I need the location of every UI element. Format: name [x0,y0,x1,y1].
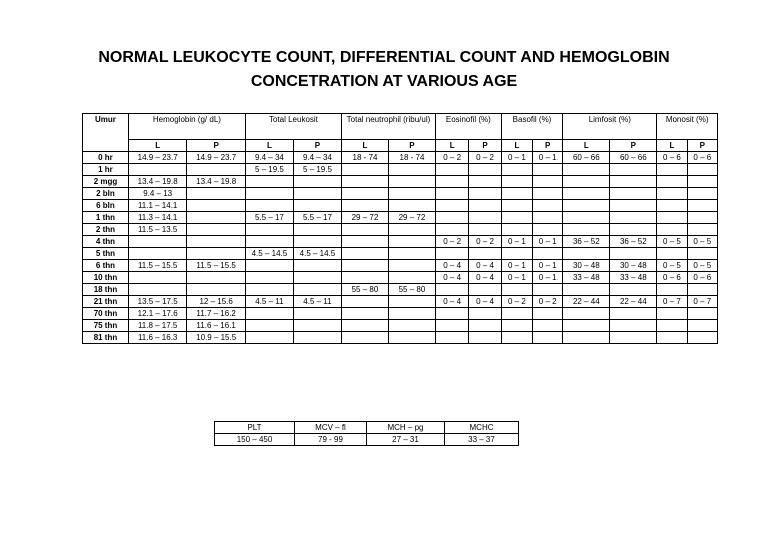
title-line-2: CONCETRATION AT VARIOUS AGE [250,73,518,90]
sex-l-header: L [657,140,687,152]
value-cell [501,284,532,296]
value-cell [563,248,610,260]
table-body [83,114,718,344]
indices-body [215,422,519,446]
value-cell: 36 – 52 [563,236,610,248]
value-cell [533,308,563,320]
age-cell: 70 thn [83,308,129,320]
value-cell [610,188,657,200]
value-cell [388,260,435,272]
value-cell [341,272,388,284]
value-cell [657,308,687,320]
index-header: MCV – fl [295,422,367,434]
value-cell [501,164,532,176]
value-cell: 11.5 – 15.5 [187,260,245,272]
value-cell [469,200,501,212]
value-cell [245,284,293,296]
value-cell: 0 – 1 [501,152,532,164]
value-cell [657,176,687,188]
value-cell [388,176,435,188]
table-row [83,236,718,248]
value-cell [657,188,687,200]
age-cell: 5 thn [83,248,129,260]
value-cell: 0 – 4 [469,272,501,284]
value-cell [687,224,717,236]
value-cell: 11.5 – 13.5 [128,224,186,236]
value-cell [245,224,293,236]
value-cell [341,308,388,320]
value-cell [610,164,657,176]
index-header: MCH – pg [367,422,445,434]
index-header: MCHC [445,422,519,434]
value-cell: 55 – 80 [341,284,388,296]
value-cell [687,284,717,296]
value-cell: 0 – 4 [435,260,468,272]
value-cell [563,188,610,200]
value-cell [341,224,388,236]
value-cell: 0 – 1 [501,272,532,284]
value-cell: 29 – 72 [388,212,435,224]
sex-p-header: P [533,140,563,152]
column-header: Umur [83,114,129,152]
value-cell [657,164,687,176]
value-cell: 11.3 – 14.1 [128,212,186,224]
value-cell: 11.5 – 15.5 [128,260,186,272]
sex-p-header: P [469,140,501,152]
value-cell [341,200,388,212]
table-row [83,164,718,176]
value-cell [128,236,186,248]
table-row [83,272,718,284]
value-cell: 11.8 – 17.5 [128,320,186,332]
value-cell [245,188,293,200]
value-cell: 33 – 48 [610,272,657,284]
value-cell: 4.5 – 14.5 [293,248,341,260]
value-cell [469,212,501,224]
value-cell [341,188,388,200]
value-cell [687,188,717,200]
value-cell [388,248,435,260]
value-cell [657,200,687,212]
value-cell: 0 – 4 [435,296,468,308]
table-row [83,284,718,296]
value-cell: 33 – 48 [563,272,610,284]
value-cell: 0 – 1 [533,260,563,272]
value-cell: 4.5 – 14.5 [245,248,293,260]
value-cell [388,224,435,236]
value-cell [657,212,687,224]
value-cell [657,248,687,260]
value-cell [563,200,610,212]
value-cell [501,308,532,320]
value-cell: 13.5 – 17.5 [128,296,186,308]
column-header: Total neutrophil (ribu/ul) [341,114,435,140]
value-cell: 13.4 – 19.8 [187,176,245,188]
value-cell: 11.7 – 16.2 [187,308,245,320]
sex-l-header: L [563,140,610,152]
value-cell [563,320,610,332]
value-cell [245,176,293,188]
value-cell [435,284,468,296]
table-row [83,176,718,188]
table-row [83,260,718,272]
index-value: 79 - 99 [295,434,367,446]
value-cell [469,164,501,176]
value-cell [563,224,610,236]
value-cell [533,176,563,188]
value-cell [293,188,341,200]
value-cell: 4.5 – 11 [293,296,341,308]
age-cell: 81 thn [83,332,129,344]
value-cell [388,200,435,212]
value-cell [187,248,245,260]
indices-header-row [215,422,519,434]
value-cell [657,320,687,332]
value-cell [187,236,245,248]
age-cell: 6 thn [83,260,129,272]
blood-indices-table [214,421,519,446]
age-cell: 1 hr [83,164,129,176]
value-cell [610,212,657,224]
value-cell [610,224,657,236]
value-cell [533,320,563,332]
value-cell: 0 – 6 [657,272,687,284]
column-header: Eosinofil (%) [435,114,501,140]
sex-p-header: P [388,140,435,152]
sex-p-header: P [687,140,717,152]
value-cell [501,188,532,200]
sex-p-header: P [610,140,657,152]
value-cell [501,224,532,236]
value-cell [657,284,687,296]
table-row [83,248,718,260]
column-header: Total Leukosit [245,114,341,140]
value-cell [610,176,657,188]
table-row [83,308,718,320]
value-cell [293,284,341,296]
title-line-1: NORMAL LEUKOCYTE COUNT, DIFFERENTIAL COUNT AND HEMOGLOBIN [98,49,670,66]
value-cell: 22 – 44 [563,296,610,308]
value-cell [388,188,435,200]
value-cell: 0 – 2 [501,296,532,308]
reference-values-table [82,113,718,344]
value-cell [435,248,468,260]
value-cell [435,200,468,212]
value-cell [435,224,468,236]
value-cell [293,236,341,248]
value-cell [469,224,501,236]
age-cell: 0 hr [83,152,129,164]
value-cell [610,248,657,260]
value-cell [293,200,341,212]
sex-l-header: L [341,140,388,152]
table-row [83,320,718,332]
index-value: 27 – 31 [367,434,445,446]
value-cell [435,212,468,224]
value-cell: 0 – 4 [469,296,501,308]
value-cell [501,212,532,224]
value-cell: 30 – 48 [563,260,610,272]
value-cell: 5.5 – 17 [293,212,341,224]
indices-value-row [215,434,519,446]
value-cell: 0 – 2 [469,152,501,164]
value-cell [341,296,388,308]
page-title [0,46,768,94]
value-cell [187,284,245,296]
sex-l-header: L [435,140,468,152]
value-cell [293,260,341,272]
value-cell [341,176,388,188]
value-cell [687,332,717,344]
value-cell [128,284,186,296]
header-row [83,114,718,140]
value-cell [187,272,245,284]
value-cell [245,200,293,212]
table-row [83,188,718,200]
age-cell: 1 thn [83,212,129,224]
value-cell: 0 – 4 [435,272,468,284]
value-cell: 0 – 1 [533,152,563,164]
value-cell: 0 – 5 [657,236,687,248]
value-cell: 13.4 – 19.8 [128,176,186,188]
value-cell [563,308,610,320]
value-cell [435,320,468,332]
column-header: Hemoglobin (g/ dL) [128,114,245,140]
value-cell [563,164,610,176]
value-cell: 10.9 – 15.5 [187,332,245,344]
column-header: Limfosit (%) [563,114,657,140]
value-cell: 11.1 – 14.1 [128,200,186,212]
value-cell: 0 – 6 [687,272,717,284]
sex-p-header: P [293,140,341,152]
value-cell: 55 – 80 [388,284,435,296]
value-cell [388,296,435,308]
value-cell: 5 – 19.5 [293,164,341,176]
column-header: Monosit (%) [657,114,718,140]
value-cell [293,272,341,284]
age-cell: 10 thn [83,272,129,284]
sex-l-header: L [245,140,293,152]
value-cell: 18 - 74 [341,152,388,164]
table-row [83,212,718,224]
value-cell [388,320,435,332]
value-cell: 0 – 5 [687,260,717,272]
value-cell: 0 – 5 [687,236,717,248]
value-cell [469,248,501,260]
value-cell [501,176,532,188]
age-cell: 2 bln [83,188,129,200]
value-cell: 0 – 2 [435,236,468,248]
value-cell [533,248,563,260]
value-cell [533,164,563,176]
value-cell: 0 – 6 [657,152,687,164]
value-cell [435,308,468,320]
value-cell [245,272,293,284]
value-cell [388,164,435,176]
sex-p-header: P [187,140,245,152]
value-cell [435,164,468,176]
value-cell [128,272,186,284]
value-cell [388,308,435,320]
value-cell: 5.5 – 17 [245,212,293,224]
value-cell [610,200,657,212]
value-cell [435,176,468,188]
value-cell [610,284,657,296]
age-cell: 18 thn [83,284,129,296]
value-cell [341,260,388,272]
value-cell [341,236,388,248]
value-cell: 29 – 72 [341,212,388,224]
value-cell [610,320,657,332]
value-cell [469,332,501,344]
value-cell [245,320,293,332]
value-cell [187,200,245,212]
value-cell: 60 – 66 [563,152,610,164]
value-cell [293,308,341,320]
value-cell: 0 – 1 [533,272,563,284]
value-cell [563,212,610,224]
table-row [83,152,718,164]
value-cell [687,308,717,320]
value-cell [388,332,435,344]
age-cell: 4 thn [83,236,129,248]
value-cell [245,260,293,272]
value-cell [341,248,388,260]
value-cell: 22 – 44 [610,296,657,308]
value-cell [687,248,717,260]
value-cell [128,164,186,176]
value-cell [128,248,186,260]
value-cell [293,320,341,332]
value-cell: 36 – 52 [610,236,657,248]
value-cell [563,284,610,296]
value-cell [187,164,245,176]
value-cell [657,332,687,344]
value-cell [687,200,717,212]
value-cell [563,332,610,344]
value-cell [533,284,563,296]
value-cell [469,284,501,296]
value-cell [687,164,717,176]
value-cell [341,332,388,344]
value-cell: 5 – 19.5 [245,164,293,176]
value-cell [245,236,293,248]
value-cell: 12 – 15.6 [187,296,245,308]
value-cell [533,188,563,200]
value-cell [610,332,657,344]
value-cell: 9.4 – 34 [293,152,341,164]
value-cell [341,320,388,332]
value-cell [687,212,717,224]
table-row [83,296,718,308]
value-cell: 0 – 2 [533,296,563,308]
age-cell: 75 thn [83,320,129,332]
age-cell: 6 bln [83,200,129,212]
value-cell [533,200,563,212]
value-cell [435,332,468,344]
value-cell [501,200,532,212]
value-cell: 30 – 48 [610,260,657,272]
value-cell [435,188,468,200]
value-cell: 0 – 7 [687,296,717,308]
value-cell: 0 – 7 [657,296,687,308]
value-cell [501,248,532,260]
value-cell: 9.4 – 34 [245,152,293,164]
value-cell [469,308,501,320]
value-cell [245,332,293,344]
index-value: 33 – 37 [445,434,519,446]
value-cell [469,320,501,332]
value-cell [469,188,501,200]
value-cell [293,176,341,188]
value-cell [245,308,293,320]
sex-subheader-row [83,140,718,152]
value-cell [610,308,657,320]
value-cell [533,224,563,236]
value-cell [533,212,563,224]
value-cell [687,176,717,188]
value-cell: 11.6 – 16.3 [128,332,186,344]
value-cell [293,224,341,236]
value-cell: 60 – 66 [610,152,657,164]
value-cell [657,224,687,236]
value-cell: 0 – 6 [687,152,717,164]
value-cell: 0 – 1 [533,236,563,248]
value-cell: 0 – 5 [657,260,687,272]
age-cell: 21 thn [83,296,129,308]
value-cell: 18 - 74 [388,152,435,164]
value-cell [293,332,341,344]
value-cell: 0 – 2 [469,236,501,248]
value-cell: 11.6 – 16.1 [187,320,245,332]
value-cell: 0 – 4 [469,260,501,272]
table-row [83,332,718,344]
value-cell: 14.9 – 23.7 [128,152,186,164]
value-cell: 14.9 – 23.7 [187,152,245,164]
value-cell [388,236,435,248]
index-header: PLT [215,422,295,434]
value-cell: 0 – 1 [501,236,532,248]
value-cell: 9.4 – 13 [128,188,186,200]
index-value: 150 – 450 [215,434,295,446]
column-header: Basofil (%) [501,114,563,140]
value-cell [501,320,532,332]
value-cell: 12.1 – 17.6 [128,308,186,320]
value-cell [501,332,532,344]
value-cell [533,332,563,344]
table-row [83,200,718,212]
sex-l-header: L [128,140,186,152]
age-cell: 2 thn [83,224,129,236]
value-cell [187,188,245,200]
value-cell [341,164,388,176]
value-cell: 0 – 2 [435,152,468,164]
value-cell [563,176,610,188]
table-row [83,224,718,236]
sex-l-header: L [501,140,532,152]
value-cell [187,224,245,236]
value-cell [469,176,501,188]
value-cell: 0 – 1 [501,260,532,272]
value-cell [388,272,435,284]
value-cell: 4.5 – 11 [245,296,293,308]
value-cell [187,212,245,224]
value-cell [687,320,717,332]
age-cell: 2 mgg [83,176,129,188]
